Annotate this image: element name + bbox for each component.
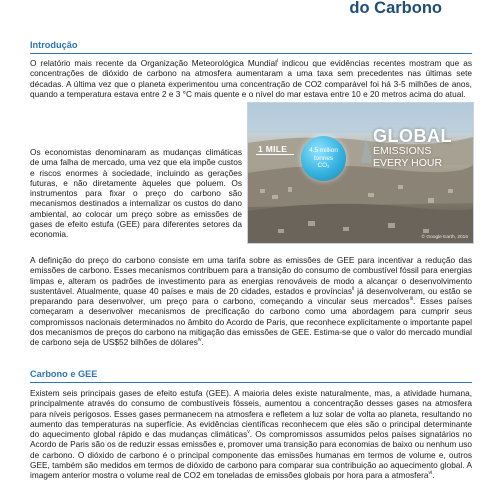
headline-line-1: GLOBAL <box>373 126 452 146</box>
figure-headline <box>373 127 473 169</box>
footnote-ref: iv <box>197 337 202 344</box>
bubble-amount: 4.5 million <box>309 147 338 155</box>
headline-line-2: EMISSIONS <box>373 145 432 157</box>
text-run: O relatório mais recente da Organização Meteorológica Mundial <box>30 58 277 68</box>
global-emissions-image <box>247 102 474 244</box>
footnote-ref: ii <box>352 286 355 293</box>
footnote-ref: iii <box>409 296 413 303</box>
intro-paragraph-2: Os economistas denominaram as mudanças climáticas de uma falha de mercado, uma vez que ela impõe custos e riscos enormes à sociedade, incluindo as gerações futuras, e não diretamente àqueles que poluem. Os instrumentos para fixar o preço do carbono são mecanismos destinados a internalizar os custos do dano ambiental, ao colocar um preço sobre as emissões de gases de efeito estufa (GEE) para diferentes setores da economia. <box>30 147 242 240</box>
text-run: indicou que evidências recentes mostram que as concentrações de dióxido de carbono na atmosfera aumentaram a uma taxa sem precedentes nas últimas sete décadas. A última vez que o planeta experimentou uma concentração de CO2 comparável foi há 3-5 milhões de anos, quando a temperatura estava entre 2 e 3 °C mais quente e o nível do mar estava entre 10 e 20 metros acima do atual. <box>30 58 472 99</box>
intro-paragraph-1 <box>30 58 472 99</box>
text-run: já desenvolveram, ou estão se preparando para desenvolver, um preço para o carbono, começando a vincular seus mercados <box>30 285 473 307</box>
bubble-unit: tonnes <box>313 154 334 162</box>
headline-line-3: EVERY HOUR <box>373 157 443 169</box>
intro-paragraph-3 <box>30 255 472 348</box>
city-landscape-illustration <box>248 103 473 243</box>
text-run: . <box>432 470 435 481</box>
footnote-ref: v <box>247 429 250 436</box>
section-heading-carbono-gee: Carbono e GEE <box>30 369 472 383</box>
text-run: . Esses países começaram a desenvolver mecanismos de precificação do carbono como uma abordagem para cumprir seus compromissos nacionais determinados no âmbito do Acordo de Paris, que reconhece explicitamente o importante papel dos mecanismos de preços do carbono na mitigação das emissões de GEE. Estima-se que o valor do mercado mundial de carbono seja de US$52 bilhões de dólares <box>30 296 472 348</box>
image-credit: © Google Earth, 2016 <box>421 235 468 240</box>
text-run: . <box>201 337 204 348</box>
text-run: . Os compromissos assumidos pelos países signatários no Acordo de Paris são os de reduzir essas emissões e, promover uma transição para economias de baixo ou nenhum uso de carbono. O dióxido de carbono é o principal componente das emissões humanas em termos de volume e, outros GEE, também são medidos em termos de dióxido de carbono para comparar sua contribuição ao aquecimento global. A imagem anterior mostra o volume real de CO2 em toneladas de emissões globais por hora para a atmosfera <box>30 429 472 481</box>
text-run: Existem seis principais gases de efeito estufa (GEE). A maioria deles existe naturalmente, mas, a atividade humana, principalmente através do consumo de combustíveis fósseis, aumentou a concentração desses gases na atmosfera para níveis perigosos. Esses gases permanecem na atmosfera e refletem a luz solar de volta ao planeta, resultando no aumento das temperaturas na superfície. As evidências científicas reconhecem que eles são o principal determinante do aquecimento global rápido e das mudanças climáticas <box>30 388 472 440</box>
carbon-gee-paragraph <box>30 388 472 481</box>
footnote-ref: i <box>276 58 279 65</box>
scale-label: 1 MILE <box>258 144 288 154</box>
co2-volume-bubble <box>301 136 346 181</box>
text-run: A definição do preço do carbono consiste em uma tarifa sobre as emissões de GEE para incentivar a redução das emissões de carbono. Esses mecanismos contribuem para a transição do consumo de combustível fóssil para energias limpas e, alteram os padrões de investimento para as energias renováveis de modo a alcançar o desenvolvimento sustentável. Atualmente, quase 40 países e mais de 20 cidades, estados e províncias <box>30 255 472 296</box>
bubble-gas: CO₂ <box>317 162 330 170</box>
section-heading-introducao: Introdução <box>30 40 472 54</box>
page-title: do Carbono <box>349 0 442 17</box>
footnote-ref: vi <box>428 470 433 477</box>
